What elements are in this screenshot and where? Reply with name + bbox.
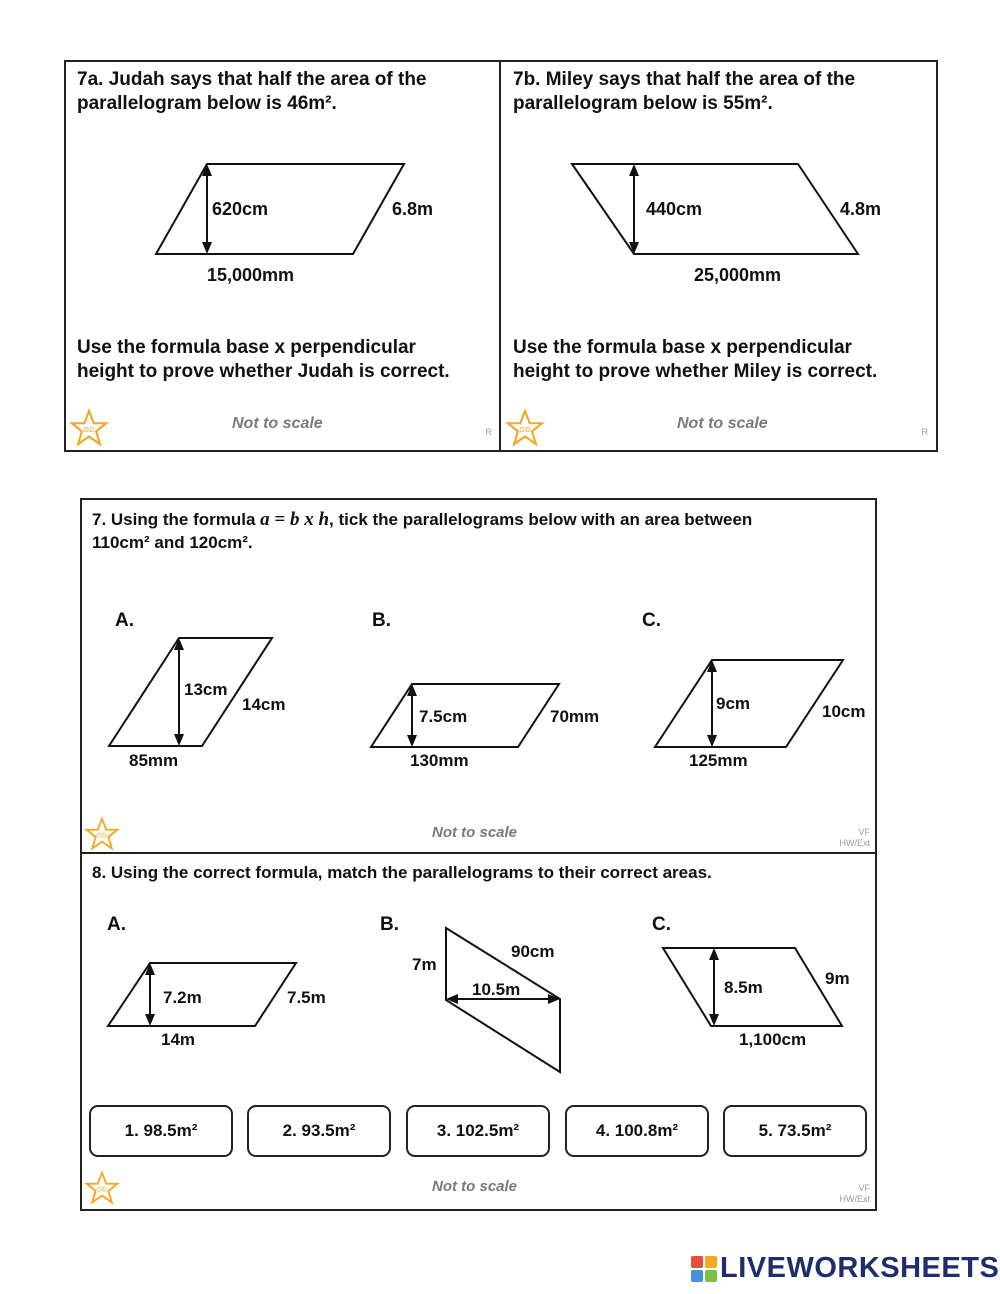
q7-not-to-scale: Not to scale <box>432 824 518 841</box>
q7a-shape-side: 14cm <box>242 695 286 714</box>
q8-letter-b: B. <box>380 914 399 935</box>
q8c-shape-side: 9m <box>825 969 850 988</box>
q7-letter-a: A. <box>115 610 134 631</box>
q7-letter-c: C. <box>642 610 661 631</box>
q7a-shape-base: 85mm <box>129 751 179 770</box>
q8c-shape-height: 8.5m <box>724 978 763 997</box>
q7-letter-b: B. <box>372 610 391 631</box>
q8b-shape-base: 7m <box>412 955 437 974</box>
q7b-shape-height: 7.5cm <box>419 707 468 726</box>
q7-code: VF HW/Ext <box>839 827 870 848</box>
gd-badge-text: GD <box>96 1186 108 1194</box>
q8-letter-a: A. <box>107 914 126 935</box>
q7-prompt: 7. Using the formula a = b x h, tick the parallelograms below with an area between 110cm² and 120cm². <box>92 509 753 552</box>
q8a-shape-height: 7.2m <box>163 988 202 1007</box>
q7b-instructions: Use the formula base x perpendicular height to prove whether Miley is correct. <box>513 337 878 382</box>
answer-option-5[interactable]: 5. 73.5m² <box>723 1105 867 1157</box>
q7a-base-label: 15,000mm <box>207 265 295 285</box>
q7c-shape-side: 10cm <box>822 702 866 721</box>
gd-badge-text: GD <box>83 424 95 434</box>
q7c-shape-height: 9cm <box>716 694 751 713</box>
q7b-base-label: 25,000mm <box>694 265 782 285</box>
q7b-side-label: 4.8m <box>840 199 882 219</box>
q8-prompt: 8. Using the correct formula, match the parallelograms to their correct areas. <box>92 863 712 882</box>
q7b-shape-base: 130mm <box>410 751 469 770</box>
q8b-shape-height: 10.5m <box>472 980 521 999</box>
q7a-side-label: 6.8m <box>392 199 434 219</box>
q8-letter-c: C. <box>652 914 671 935</box>
q7b-code: R <box>921 427 928 437</box>
liveworksheets-logo[interactable] <box>691 1252 999 1285</box>
q7a-not-to-scale: Not to scale <box>232 415 323 432</box>
answer-option-4[interactable]: 4. 100.8m² <box>565 1105 709 1157</box>
answer-option-2[interactable]: 2. 93.5m² <box>247 1105 391 1157</box>
q7b-height-label: 440cm <box>646 199 703 219</box>
q7-formula: a = b x h <box>260 509 330 530</box>
gd-badge-text: GD <box>96 832 108 840</box>
q7a-prompt: 7a. Judah says that half the area of the parallelogram below is 46m². <box>77 69 427 114</box>
q7b-prompt: 7b. Miley says that half the area of the parallelogram below is 55m². <box>513 69 856 114</box>
q7a-shape-height: 13cm <box>184 680 228 699</box>
q8a-shape-base: 14m <box>161 1030 196 1049</box>
gd-star-icon <box>85 1171 119 1205</box>
answer-option-1[interactable]: 1. 98.5m² <box>89 1105 233 1157</box>
q8-not-to-scale: Not to scale <box>432 1178 518 1195</box>
q7c-shape-base: 125mm <box>689 751 748 770</box>
q7a-height-label: 620cm <box>212 199 269 219</box>
logo-text: LIVEWORKSHEETS <box>720 1252 1000 1284</box>
q7b-shape-side: 70mm <box>550 707 600 726</box>
q8b-shape-side: 90cm <box>511 942 555 961</box>
logo-grid-icon <box>691 1256 717 1282</box>
gd-badge-text: GD <box>519 424 531 434</box>
q8a-shape-side: 7.5m <box>287 988 326 1007</box>
q8-code: VF HW/Ext <box>839 1183 870 1204</box>
q7a-instructions: Use the formula base x perpendicular height to prove whether Judah is correct. <box>77 337 450 382</box>
q7b-not-to-scale: Not to scale <box>677 415 768 432</box>
q7a-code: R <box>485 427 492 437</box>
answer-option-3[interactable]: 3. 102.5m² <box>406 1105 550 1157</box>
q8c-shape-base: 1,100cm <box>739 1030 807 1049</box>
